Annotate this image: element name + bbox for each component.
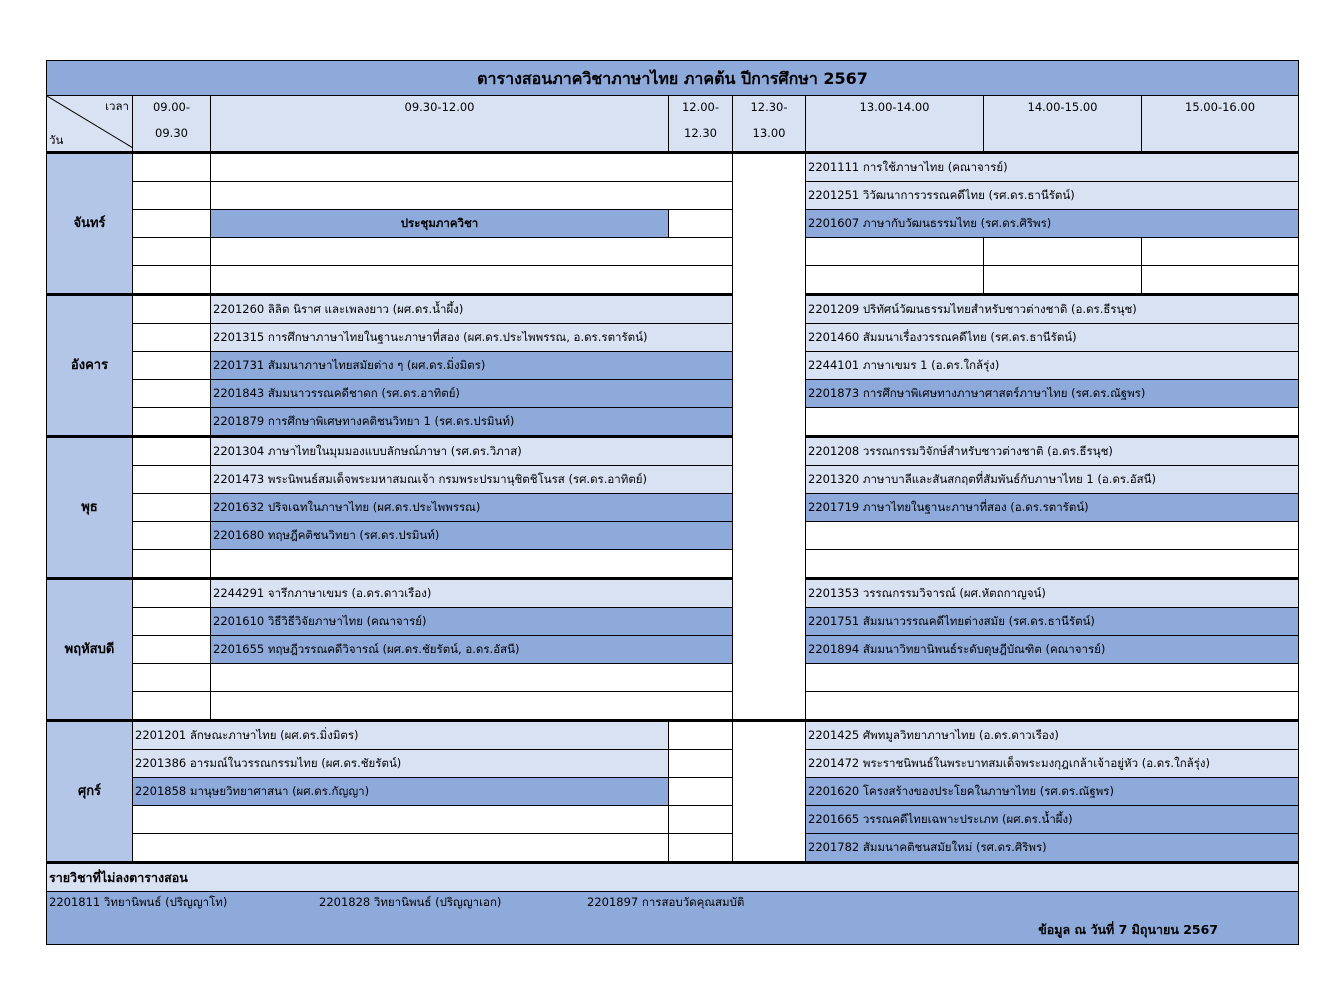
table-row xyxy=(47,153,1299,182)
schedule-sheet xyxy=(46,60,1298,945)
course-cell: 2201251 วิวัฒนาการวรรณคดีไทย (รศ.ดร.ธานีรัตน์) xyxy=(806,182,1299,210)
unscheduled-item: 2201897 การสอบวัดคุณสมบัติ xyxy=(587,895,745,909)
course-cell: 2201353 วรรณกรรมวิจารณ์ (ผศ.หัตถกาญจน์) xyxy=(806,579,1299,608)
unscheduled-list xyxy=(47,892,1299,945)
unscheduled-body-row xyxy=(47,892,1299,945)
table-row xyxy=(47,750,1299,778)
course-cell: 2201610 วิธีวิธีวิจัยภาษาไทย (คณาจารย์) xyxy=(211,608,733,636)
course-cell: 2201655 ทฤษฎีวรรณคดีวิจารณ์ (ผศ.ดร.ชัยรัตน์, อ.ดร.อัสนี) xyxy=(211,636,733,664)
slot-0930-1200: 09.30-12.00 xyxy=(211,96,669,153)
corner-cell xyxy=(47,96,133,153)
slot-0900-top: 09.00- xyxy=(133,96,211,126)
slot-0900-bottom: 09.30 xyxy=(133,125,211,153)
schedule-table xyxy=(46,60,1299,945)
unscheduled-item: 2201828 วิทยานิพนธ์ (ปริญญาเอก) xyxy=(319,895,502,909)
slot-1400-1500: 14.00-15.00 xyxy=(984,96,1142,153)
table-row xyxy=(47,238,1299,266)
course-cell: 2201201 ลักษณะภาษาไทย (ผศ.ดร.มิ่งมิตร) xyxy=(133,721,669,750)
course-cell: 2201111 การใช้ภาษาไทย (คณาจารย์) xyxy=(806,153,1299,182)
day-wednesday: พุธ xyxy=(47,437,133,579)
table-row xyxy=(47,550,1299,579)
day-monday: จันทร์ xyxy=(47,153,133,295)
table-row xyxy=(47,408,1299,437)
sheet-title: ตารางสอนภาควิชาภาษาไทย ภาคต้น ปีการศึกษา 2567 xyxy=(47,61,1299,96)
course-cell: 2201665 วรรณคดีไทยเฉพาะประเภท (ผศ.ดร.น้ำผึ้ง) xyxy=(806,806,1299,834)
table-row xyxy=(47,466,1299,494)
course-cell: 2201719 ภาษาไทยในฐานะภาษาที่สอง (อ.ดร.รตารัตน์) xyxy=(806,494,1299,522)
course-cell: 2201320 ภาษาบาลีและสันสกฤตที่สัมพันธ์กับภาษาไทย 1 (อ.ดร.อัสนี) xyxy=(806,466,1299,494)
course-cell: 2201607 ภาษากับวัฒนธรรมไทย (รศ.ดร.ศิริพร) xyxy=(806,210,1299,238)
course-cell: 2201873 การศึกษาพิเศษทางภาษาศาสตร์ภาษาไทย (รศ.ดร.ณัฐพร) xyxy=(806,380,1299,408)
table-row xyxy=(47,380,1299,408)
table-row xyxy=(47,324,1299,352)
table-row xyxy=(47,806,1299,834)
table-row xyxy=(47,352,1299,380)
course-cell: 2201632 ปริจเฉทในภาษาไทย (ผศ.ดร.ประไพพรรณ) xyxy=(211,494,733,522)
course-cell: 2201620 โครงสร้างของประโยคในภาษาไทย (รศ.ดร.ณัฐพร) xyxy=(806,778,1299,806)
course-cell: 2201315 การศึกษาภาษาไทยในฐานะภาษาที่สอง (ผศ.ดร.ประไพพรรณ, อ.ดร.รตารัตน์) xyxy=(211,324,733,352)
course-cell: 2201386 อารมณ์ในวรรณกรรมไทย (ผศ.ดร.ชัยรัตน์) xyxy=(133,750,669,778)
course-cell: 2201208 วรรณกรรมวิจักษ์สำหรับชาวต่างชาติ (อ.ดร.ธีรนุช) xyxy=(806,437,1299,466)
day-friday: ศุกร์ xyxy=(47,721,133,863)
slot-1230-top: 12.30- xyxy=(733,96,806,126)
course-cell: 2201858 มานุษยวิทยาศาสนา (ผศ.ดร.กัญญา) xyxy=(133,778,669,806)
course-cell: 2201472 พระราชนิพนธ์ในพระบาทสมเด็จพระมงกุฎเกล้าเจ้าอยู่หัว (อ.ดร.ใกล้รุ่ง) xyxy=(806,750,1299,778)
table-row xyxy=(47,778,1299,806)
course-cell: 2201680 ทฤษฎีคติชนวิทยา (รศ.ดร.ปรมินท์) xyxy=(211,522,733,550)
course-cell: 2201425 ศัพทมูลวิทยาภาษาไทย (อ.ดร.ดาวเรือง) xyxy=(806,721,1299,750)
table-row xyxy=(47,494,1299,522)
unscheduled-header-row xyxy=(47,863,1299,892)
slot-1300-1400: 13.00-14.00 xyxy=(806,96,984,153)
table-row xyxy=(47,664,1299,692)
unscheduled-item: 2201811 วิทยานิพนธ์ (ปริญญาโท) xyxy=(49,895,228,909)
course-cell: 2201731 สัมมนาภาษาไทยสมัยต่าง ๆ (ผศ.ดร.มิ่งมิตร) xyxy=(211,352,733,380)
table-row xyxy=(47,295,1299,324)
department-meeting: ประชุมภาควิชา xyxy=(211,210,669,238)
table-row xyxy=(47,692,1299,721)
header-row-1 xyxy=(47,96,1299,126)
time-label: เวลา xyxy=(105,99,129,113)
lunch-column xyxy=(733,721,806,863)
table-row xyxy=(47,210,1299,238)
table-row xyxy=(47,721,1299,750)
course-cell: 2244101 ภาษาเขมร 1 (อ.ดร.ใกล้รุ่ง) xyxy=(806,352,1299,380)
course-cell: 2201260 ลิลิต นิราศ และเพลงยาว (ผศ.ดร.น้ำผึ้ง) xyxy=(211,295,733,324)
course-cell: 2201782 สัมมนาคติชนสมัยใหม่ (รศ.ดร.ศิริพร) xyxy=(806,834,1299,863)
day-tuesday: อังคาร xyxy=(47,295,133,437)
course-cell: 2201894 สัมมนาวิทยานิพนธ์ระดับดุษฎีบัณฑิต (คณาจารย์) xyxy=(806,636,1299,664)
course-cell: 2201879 การศึกษาพิเศษทางคติชนวิทยา 1 (รศ.ดร.ปรมินท์) xyxy=(211,408,733,437)
table-row xyxy=(47,266,1299,295)
day-thursday: พฤหัสบดี xyxy=(47,579,133,721)
slot-1200-bottom: 12.30 xyxy=(669,125,733,153)
lunch-column xyxy=(733,153,806,721)
course-cell: 2201209 ปริทัศน์วัฒนธรรมไทยสำหรับชาวต่างชาติ (อ.ดร.ธีรนุช) xyxy=(806,295,1299,324)
slot-1230-bottom: 13.00 xyxy=(733,125,806,153)
data-as-of-date: ข้อมูล ณ วันที่ 7 มิถุนายน 2567 xyxy=(1038,922,1219,937)
table-row xyxy=(47,636,1299,664)
table-row xyxy=(47,522,1299,550)
course-cell: 2244291 จารึกภาษาเขมร (อ.ดร.ดาวเรือง) xyxy=(211,579,733,608)
table-row xyxy=(47,437,1299,466)
course-cell: 2201304 ภาษาไทยในมุมมองแบบลักษณ์ภาษา (รศ.ดร.วิภาส) xyxy=(211,437,733,466)
slot-1200-top: 12.00- xyxy=(669,96,733,126)
unscheduled-heading: รายวิชาที่ไม่ลงตารางสอน xyxy=(47,863,1299,892)
table-row xyxy=(47,579,1299,608)
table-row xyxy=(47,608,1299,636)
unscheduled-items xyxy=(49,896,744,909)
slot-1500-1600: 15.00-16.00 xyxy=(1142,96,1299,153)
table-row xyxy=(47,182,1299,210)
course-cell: 2201751 สัมมนาวรรณคดีไทยต่างสมัย (รศ.ดร.ธานีรัตน์) xyxy=(806,608,1299,636)
table-row xyxy=(47,834,1299,863)
course-cell: 2201473 พระนิพนธ์สมเด็จพระมหาสมณเจ้า กรมพระปรมานุชิตชิโนรส (รศ.ดร.อาทิตย์) xyxy=(211,466,733,494)
course-cell: 2201460 สัมมนาเรื่องวรรณคดีไทย (รศ.ดร.ธานีรัตน์) xyxy=(806,324,1299,352)
course-cell: 2201843 สัมมนาวรรณคดีชาดก (รศ.ดร.อาทิตย์) xyxy=(211,380,733,408)
day-label: วัน xyxy=(49,133,64,147)
